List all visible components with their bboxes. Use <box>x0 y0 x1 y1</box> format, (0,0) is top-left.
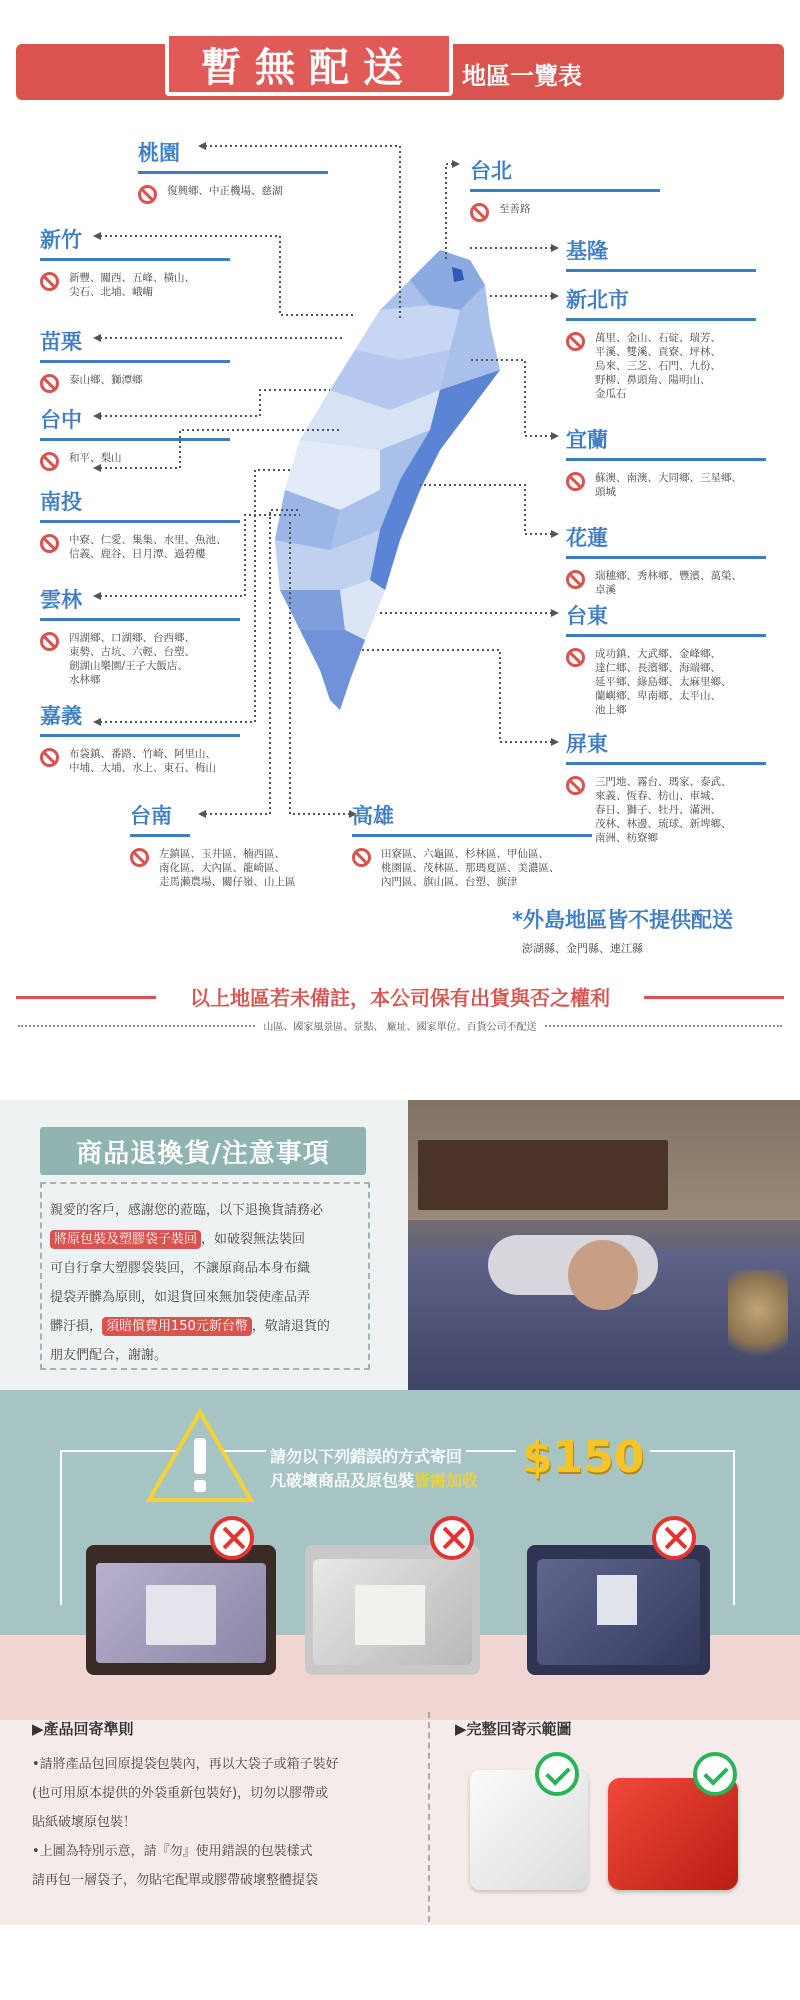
region-areas: 泰山鄉、獅潭鄉 <box>69 374 143 386</box>
region-areas: 蘇澳、南澳、大同鄉、三星鄉、 頭城 <box>595 472 742 498</box>
rules-item-1: •請將產品包回原提袋包裝內，再以大袋子或箱子裝好 <box>32 1757 339 1772</box>
returns-line-4: 提袋弄髒為原則，如退貨回來無加袋使產品弄 <box>50 1290 311 1305</box>
rights-line-left <box>16 996 156 999</box>
rights-statement: 以上地區若未備註，本公司保有出貨與否之權利 <box>190 986 610 1010</box>
prohibited-icon <box>40 374 59 393</box>
rules-right-title: ▶完整回寄示範圖 <box>455 1720 572 1738</box>
prohibited-icon <box>352 848 371 867</box>
returns-notice-box <box>40 1182 370 1370</box>
region-name: 台北 <box>470 159 512 183</box>
region-name: 屏東 <box>566 732 608 756</box>
package-label <box>146 1585 216 1645</box>
prohibited-icon <box>566 570 585 589</box>
prohibited-icon <box>138 185 157 204</box>
region-name: 桃園 <box>138 141 180 165</box>
outer-islands-list: 澎湖縣、金門縣、連江縣 <box>522 942 643 955</box>
prohibited-icon <box>40 272 59 291</box>
region-taichung <box>40 404 230 471</box>
warning-line-1: 請勿以下列錯誤的方式寄回 <box>266 1444 466 1467</box>
rules-divider <box>428 1712 430 1922</box>
prohibited-icon <box>40 452 59 471</box>
returns-line-1: 親愛的客戶，感謝您的蒞臨，以下退換貨請務必 <box>50 1203 324 1218</box>
returns-line-6: 朋友們配合，謝謝。 <box>50 1348 168 1363</box>
region-taoyuan <box>138 137 328 204</box>
region-yunlin <box>40 584 240 687</box>
outer-islands-note: *外島地區皆不提供配送 <box>512 908 733 932</box>
wrong-package-3 <box>527 1545 710 1675</box>
wrong-x-icon <box>210 1516 254 1560</box>
region-name: 台南 <box>130 804 172 828</box>
correct-check-icon <box>693 1752 737 1796</box>
returns-line-2: ，如破裂無法裝回 <box>201 1232 306 1247</box>
region-name: 台中 <box>40 408 82 432</box>
region-tainan <box>130 800 330 889</box>
region-areas: 新豐、關西、五峰、橫山、 尖石、北埔、峨嵋 <box>69 272 195 298</box>
region-areas: 萬里、金山、石碇、瑞芳、 平溪、雙溪、貢寮、坪林、 烏來、三芝、石門、九份、 野柳、鼻頭角、陽明山、 金瓜石 <box>595 332 721 400</box>
region-areas: 三門地、霧台、瑪家、泰武、 來義、恆春、枋山、車城、 春日、獅子、牡丹、滿洲、 茂林、林邊、琉球、新埤鄉、 南洲、枋寮鄉 <box>595 776 732 844</box>
region-underline <box>40 618 240 621</box>
region-taitung <box>566 600 766 717</box>
rights-exclusions-text: 山區、國家風景區、景點、 廠址、國家單位、百貨公司不配送 <box>257 1022 542 1033</box>
returns-highlight-2: 須賠償費用150元新台幣 <box>102 1317 252 1336</box>
region-underline <box>40 520 240 523</box>
map-shape <box>275 250 500 710</box>
wrong-x-icon <box>430 1516 474 1560</box>
region-kaohsiung <box>352 800 592 889</box>
rights-line-right <box>644 996 784 999</box>
region-hualien <box>566 522 766 597</box>
region-areas: 布袋鎮、番路、竹崎、阿里山、 中埔、大埔、水上、東石、梅山 <box>69 748 216 774</box>
region-areas: 四湖鄉、口湖鄉、台西鄉、 東勢、古坑、六輕、台塑、 劍湖山樂園/王子大飯店、 水林鄉 <box>69 632 195 686</box>
warning-surcharge-label: 皆需加收 <box>414 1471 479 1490</box>
region-hsinchu <box>40 224 230 299</box>
region-keelung <box>566 235 756 272</box>
region-underline <box>566 269 756 272</box>
wrong-package-1 <box>86 1545 276 1675</box>
region-name: 新北市 <box>566 288 629 312</box>
wrong-package-2 <box>305 1545 480 1675</box>
prohibited-icon <box>566 648 585 667</box>
warning-price: $150 <box>516 1432 650 1483</box>
warning-line-2 <box>266 1468 482 1491</box>
region-chiayi <box>40 700 240 775</box>
region-name: 雲林 <box>40 588 82 612</box>
prohibited-icon <box>40 748 59 767</box>
region-areas: 至善路 <box>499 203 531 215</box>
prohibited-icon <box>566 776 585 795</box>
region-underline <box>566 318 756 321</box>
rules-left-title: ▶產品回寄準則 <box>32 1720 134 1738</box>
rules-item-1-cont2: 貼紙破壞原包裝！ <box>32 1815 137 1830</box>
rules-list <box>32 1750 339 1895</box>
region-name: 嘉義 <box>40 704 82 728</box>
region-pingtung <box>566 728 766 845</box>
bedroom-photo <box>408 1100 800 1390</box>
rules-item-2-cont: 請再包一層袋子，勿貼宅配單或膠帶破壞整體提袋 <box>32 1873 319 1888</box>
prohibited-icon <box>470 203 489 222</box>
prohibited-icon <box>40 534 59 553</box>
rules-item-1-cont: (也可用原本提供的外袋重新包裝好)，切勿以膠帶或 <box>32 1786 329 1801</box>
prohibited-icon <box>566 472 585 491</box>
region-taipei <box>470 155 660 222</box>
returns-notice-text <box>50 1196 360 1370</box>
returns-line-5a: 髒汙損， <box>50 1319 103 1334</box>
region-name: 苗栗 <box>40 330 82 354</box>
region-name: 台東 <box>566 604 608 628</box>
wrong-x-icon <box>652 1516 696 1560</box>
rules-item-2: •上圖為特別示意，請『勿』使用錯誤的包裝樣式 <box>32 1844 313 1859</box>
region-underline <box>130 834 190 837</box>
region-areas: 成功鎮、大武鄉、金峰鄉、 達仁鄉、長濱鄉、海端鄉、 延平鄉、綠島鄉、太麻里鄉、 蘭嶼鄉、卑南鄉、太平山、 池上鄉 <box>595 648 732 716</box>
returns-line-3: 可自行拿大塑膠袋裝回，不讓原商品本身布織 <box>50 1261 311 1276</box>
region-areas: 復興鄉、中正機場、慈湖 <box>167 185 283 197</box>
region-name: 南投 <box>40 490 82 514</box>
region-underline <box>352 834 592 837</box>
prohibited-icon <box>566 332 585 351</box>
returns-highlight-1: 將原包裝及塑膠袋子裝回 <box>50 1230 201 1249</box>
package-label <box>355 1585 425 1645</box>
region-nantou <box>40 486 240 561</box>
region-underline <box>40 360 230 363</box>
region-areas: 瑞穗鄉、秀林鄉、豐濱、萬榮、 卓溪 <box>595 570 742 596</box>
prohibited-icon <box>40 632 59 651</box>
region-new-taipei <box>566 284 756 401</box>
header-subtitle: 地區一覽表 <box>462 62 582 90</box>
prohibited-icon <box>130 848 149 867</box>
region-underline <box>566 634 766 637</box>
region-areas: 中寮、仁愛、集集、水里、魚池、 信義、鹿谷、日月潭、過碧樓 <box>69 534 227 560</box>
region-underline <box>40 258 230 261</box>
region-areas: 左鎮區、玉井區、楠西區、 南化區、大內區、龍崎區、 走馬瀨農場、關仔嶺、山上區 <box>159 848 296 888</box>
photo-dresser <box>418 1140 668 1210</box>
region-underline <box>470 189 660 192</box>
region-underline <box>40 438 230 441</box>
photo-dried-flowers <box>728 1270 788 1370</box>
region-underline <box>40 734 240 737</box>
header-title-box <box>165 32 453 96</box>
correct-check-icon <box>535 1752 579 1796</box>
warning-triangle-icon <box>145 1408 255 1504</box>
region-name: 高雄 <box>352 804 394 828</box>
region-miaoli <box>40 326 230 393</box>
warning-line-2a: 凡破壞商品及原包裝 <box>270 1471 415 1490</box>
region-name: 基隆 <box>566 239 608 263</box>
region-name: 宜蘭 <box>566 428 608 452</box>
region-underline <box>566 556 766 559</box>
rights-exclusions <box>0 1018 800 1033</box>
header-title: 暫無配送 <box>201 44 417 91</box>
region-underline <box>566 458 766 461</box>
region-underline <box>566 762 766 765</box>
region-yilan <box>566 424 766 499</box>
region-areas: 田寮區、六龜區、杉林區、甲仙區、 桃園區、茂林區、那瑪夏區、美濃區、 內門區、旗山區、台塑、旗津 <box>381 848 560 888</box>
region-name: 新竹 <box>40 228 82 252</box>
region-underline <box>138 171 328 174</box>
package-label <box>597 1575 637 1625</box>
photo-person <box>568 1240 638 1310</box>
region-areas: 和平、梨山 <box>69 452 122 464</box>
region-name: 花蓮 <box>566 526 608 550</box>
returns-line-5b: ，敬請退貨的 <box>251 1319 330 1334</box>
returns-title: 商品退換貨/注意事項 <box>40 1127 366 1175</box>
